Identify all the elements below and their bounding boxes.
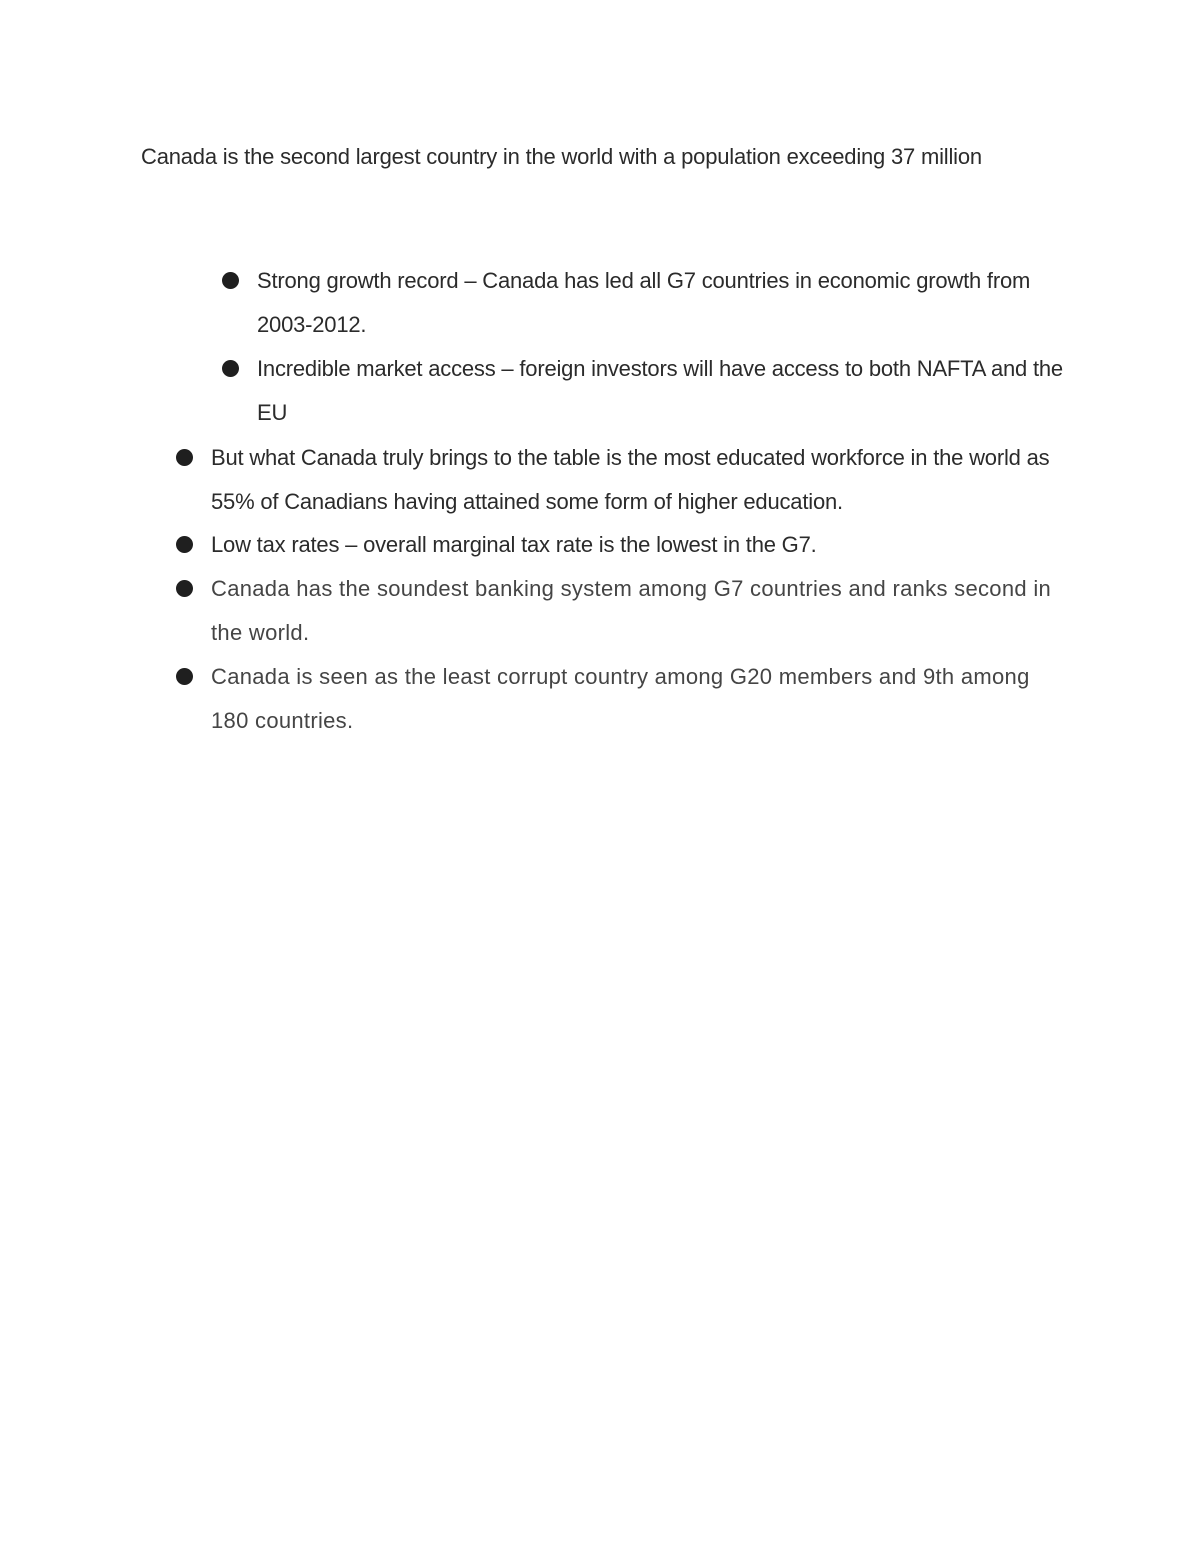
bullet-text: Incredible market access – foreign investors will have access to both NAFTA and the EU <box>257 356 1063 425</box>
bullet-item-market-access <box>257 347 1077 435</box>
bullet-text: Canada is seen as the least corrupt country among G20 members and 9th among 180 countries. <box>211 664 1030 733</box>
bullet-icon <box>222 272 239 289</box>
bullet-item-banking-system <box>211 567 1061 655</box>
bullet-item-growth-record <box>257 259 1077 347</box>
bullet-text: But what Canada truly brings to the table is the most educated workforce in the world as 55% of Canadians having attained some form of higher education. <box>211 445 1050 514</box>
bullet-icon <box>176 580 193 597</box>
intro-paragraph: Canada is the second largest country in the world with a population exceeding 37 million <box>141 144 982 169</box>
bullet-item-educated-workforce <box>211 436 1061 524</box>
bullet-icon <box>176 449 193 466</box>
bullet-icon <box>222 360 239 377</box>
bullet-text: Strong growth record – Canada has led all G7 countries in economic growth from 2003-2012. <box>257 268 1031 337</box>
bullet-item-low-tax-rates <box>211 523 1061 567</box>
bullet-text: Canada has the soundest banking system among G7 countries and ranks second in the world. <box>211 576 1052 645</box>
bullet-text: Low tax rates – overall marginal tax rate is the lowest in the G7. <box>211 532 817 557</box>
bullet-icon <box>176 536 193 553</box>
bullet-item-least-corrupt <box>211 655 1061 743</box>
bullet-icon <box>176 668 193 685</box>
